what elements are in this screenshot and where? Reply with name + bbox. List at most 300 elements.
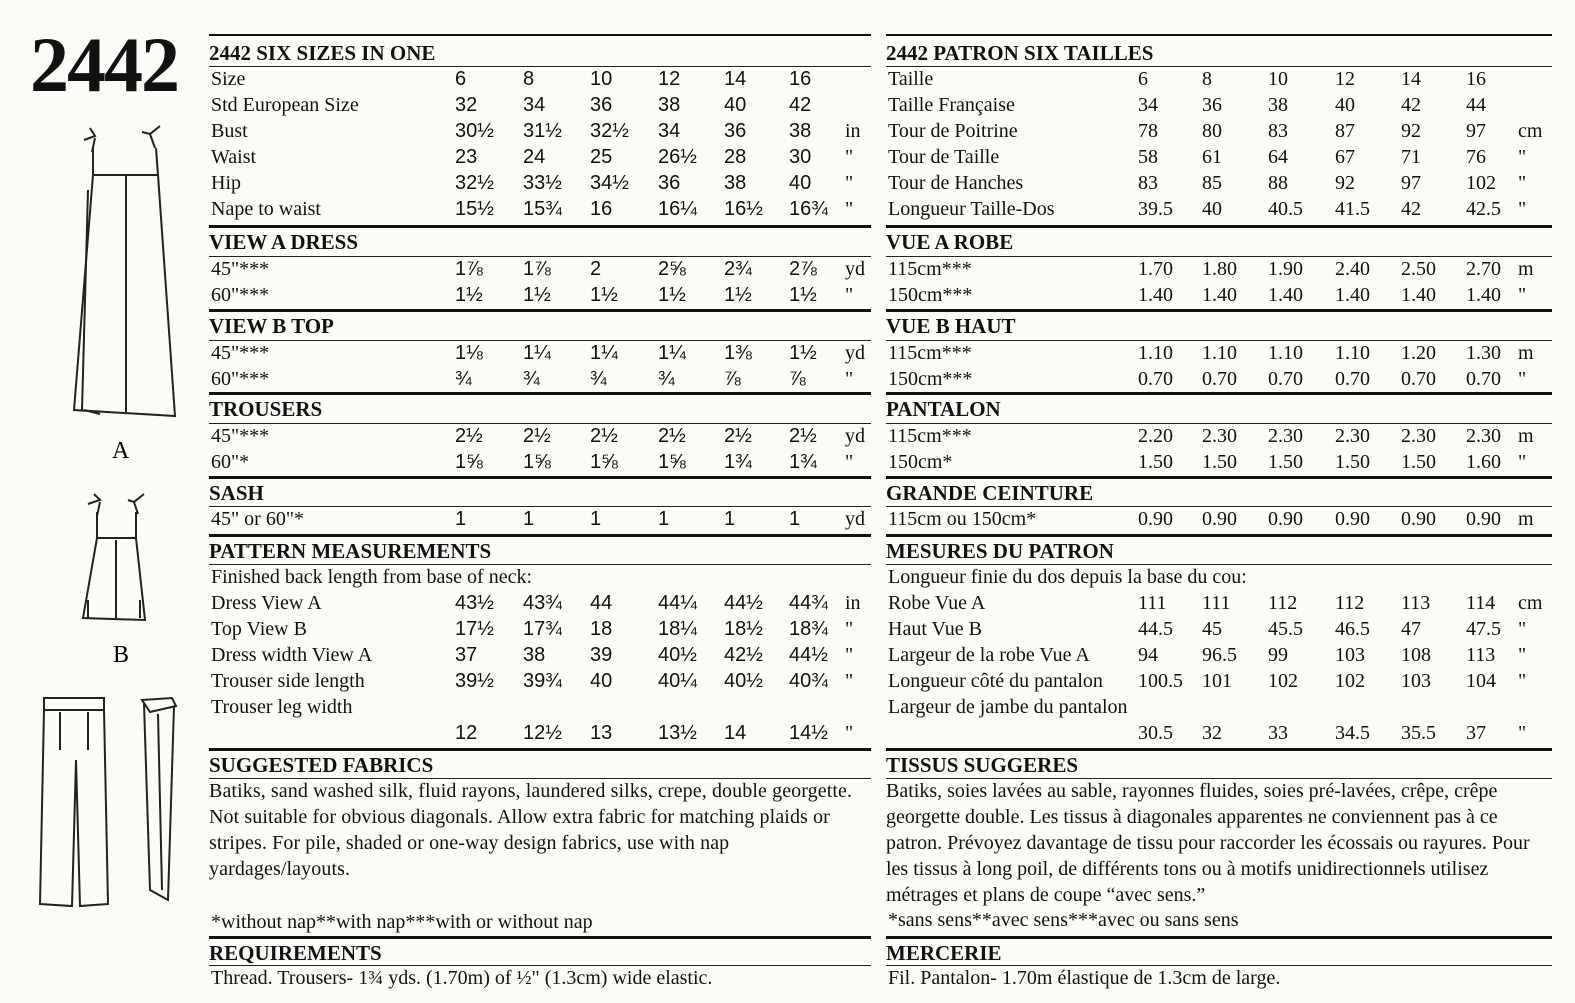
size-value: 2½ bbox=[590, 425, 618, 447]
size-value: 101 bbox=[1202, 670, 1232, 692]
row-label: 60"* bbox=[211, 451, 250, 473]
unit-label: in bbox=[845, 592, 861, 614]
size-value: ⅞ bbox=[724, 368, 741, 390]
row-label: Dress View A bbox=[211, 592, 322, 614]
row-label: 150cm*** bbox=[888, 368, 973, 390]
leg-width-label: Trouser leg width bbox=[211, 696, 353, 718]
unit-label: yd bbox=[845, 342, 865, 364]
size-value: 24 bbox=[523, 146, 546, 168]
size-value: 25 bbox=[590, 146, 613, 168]
size-value: 92 bbox=[1335, 172, 1355, 194]
unit-label: cm bbox=[1518, 120, 1543, 142]
size-row bbox=[209, 118, 871, 144]
size-value: 83 bbox=[1138, 172, 1158, 194]
row-label: Tour de Poitrine bbox=[888, 120, 1018, 142]
size-value: 1⅝ bbox=[523, 451, 551, 473]
size-value: 102 bbox=[1335, 670, 1365, 692]
size-value: 1½ bbox=[523, 284, 551, 306]
size-value: 58 bbox=[1138, 146, 1158, 168]
size-value: 40 bbox=[590, 670, 613, 692]
size-value: 111 bbox=[1138, 592, 1167, 614]
row-label: Std European Size bbox=[211, 94, 359, 116]
row-label: 45"*** bbox=[211, 258, 270, 280]
sash-heading: SASH bbox=[209, 481, 264, 505]
size-row bbox=[886, 92, 1552, 118]
size-row bbox=[886, 196, 1552, 222]
view-a-label: A bbox=[112, 438, 130, 464]
unit-label: " bbox=[1518, 146, 1527, 168]
size-value: 33 bbox=[1268, 722, 1288, 744]
size-value: 76 bbox=[1466, 146, 1486, 168]
size-value: 38 bbox=[1268, 94, 1288, 116]
size-value: 18¾ bbox=[789, 618, 828, 640]
unit-label: " bbox=[845, 284, 854, 306]
measurement-row bbox=[209, 668, 871, 694]
size-value: 2.70 bbox=[1466, 258, 1501, 280]
size-value: 47 bbox=[1401, 618, 1421, 640]
size-value: 1 bbox=[455, 508, 467, 530]
row-label: 45"*** bbox=[211, 425, 270, 447]
size-value: 2.50 bbox=[1401, 258, 1436, 280]
size-value: 112 bbox=[1335, 592, 1365, 614]
size-value: 1.40 bbox=[1466, 284, 1501, 306]
size-value: 34 bbox=[658, 120, 681, 142]
size-value: 1½ bbox=[455, 284, 483, 306]
size-value: 2.30 bbox=[1401, 425, 1436, 447]
size-value: 33½ bbox=[523, 172, 562, 194]
size-value: 102 bbox=[1268, 670, 1298, 692]
row-label: Taille Française bbox=[888, 94, 1015, 116]
size-value: 1.30 bbox=[1466, 342, 1501, 364]
size-value: 1.10 bbox=[1335, 342, 1370, 364]
size-value: 39¾ bbox=[523, 670, 562, 692]
size-value: 40.5 bbox=[1268, 198, 1303, 220]
leg-width-label: Largeur de jambe du pantalon bbox=[888, 696, 1128, 718]
size-row bbox=[209, 170, 871, 196]
size-value: 42 bbox=[789, 94, 812, 116]
size-value: ¾ bbox=[455, 368, 472, 390]
size-value: 12 bbox=[1335, 68, 1355, 90]
fabrics-footnote: *sans sens**avec sens***avec ou sans sens bbox=[888, 909, 1239, 931]
size-value: 40 bbox=[1335, 94, 1355, 116]
unit-label: " bbox=[845, 618, 854, 640]
row-label: Longueur côté du pantalon bbox=[888, 670, 1103, 692]
requirements-heading: REQUIREMENTS bbox=[209, 941, 382, 965]
row-label: Largeur de la robe Vue A bbox=[888, 644, 1090, 666]
size-value: 1¼ bbox=[590, 342, 618, 364]
size-value: 1.40 bbox=[1335, 284, 1370, 306]
view-b-top-sketch bbox=[83, 494, 145, 620]
yardage-row bbox=[209, 340, 871, 366]
size-value: 43¾ bbox=[523, 592, 562, 614]
unit-label: " bbox=[845, 172, 854, 194]
size-value: 64 bbox=[1268, 146, 1288, 168]
row-label: 115cm*** bbox=[888, 258, 972, 280]
size-value: 46.5 bbox=[1335, 618, 1370, 640]
size-value: 1.10 bbox=[1202, 342, 1237, 364]
size-value: 87 bbox=[1335, 120, 1355, 142]
unit-label: cm bbox=[1518, 592, 1543, 614]
unit-label: yd bbox=[845, 508, 865, 530]
size-value: 2½ bbox=[455, 425, 483, 447]
size-value: 18¼ bbox=[658, 618, 697, 640]
view-a-rule bbox=[209, 225, 871, 228]
requirements-heading: MERCERIE bbox=[886, 941, 1002, 965]
size-value: 45 bbox=[1202, 618, 1222, 640]
size-value: 36 bbox=[590, 94, 613, 116]
unit-label: " bbox=[1518, 284, 1527, 306]
size-value: 2½ bbox=[724, 425, 752, 447]
title-rule bbox=[886, 34, 1552, 36]
unit-label: " bbox=[1518, 644, 1527, 666]
size-value: 2.30 bbox=[1335, 425, 1370, 447]
measurement-row bbox=[209, 642, 871, 668]
size-value: 8 bbox=[1202, 68, 1212, 90]
size-value: 0.70 bbox=[1401, 368, 1436, 390]
size-value: 88 bbox=[1268, 172, 1288, 194]
unit-label: " bbox=[1518, 198, 1527, 220]
size-value: 67 bbox=[1335, 146, 1355, 168]
view-a-rule bbox=[886, 225, 1552, 228]
size-value: 17¾ bbox=[523, 618, 562, 640]
requirements-text: Fil. Pantalon- 1.70m élastique de 1.3cm de large. bbox=[888, 967, 1281, 989]
size-value: 0.90 bbox=[1138, 508, 1173, 530]
size-value: 2⅝ bbox=[658, 258, 686, 280]
requirements-rule bbox=[886, 936, 1552, 939]
size-value: 32½ bbox=[455, 172, 494, 194]
yardage-row bbox=[209, 366, 871, 392]
size-value: 38 bbox=[658, 94, 681, 116]
size-value: 12½ bbox=[523, 722, 562, 744]
size-value: 1.50 bbox=[1401, 451, 1436, 473]
row-label: Taille bbox=[888, 68, 934, 90]
row-label: Trouser side length bbox=[211, 670, 365, 692]
size-value: 1.20 bbox=[1401, 342, 1436, 364]
size-value: 44¼ bbox=[658, 592, 697, 614]
size-value: 40 bbox=[1202, 198, 1222, 220]
fabrics-text: Batiks, soies lavées au sable, rayonnes fluides, soies pré-lavées, crêpe, crêpe georgette double. Les tissus à diagonales apparentes ne conviennent pas à ce patron. Prévoyez davantage de tissu pour raccorder les écossais ou rayures. Pour les tissus à long poil, de différents tons ou à motifs unidirectionnels utilisez métrages et plans de coupe “avec sens.” bbox=[886, 780, 1530, 906]
size-value: 1 bbox=[724, 508, 736, 530]
size-value: 17½ bbox=[455, 618, 494, 640]
size-value: 39 bbox=[590, 644, 613, 666]
size-value: 1¼ bbox=[523, 342, 551, 364]
row-label: 60"*** bbox=[211, 284, 270, 306]
size-value: 42 bbox=[1401, 94, 1421, 116]
unit-label: " bbox=[845, 146, 854, 168]
size-value: 16 bbox=[590, 198, 613, 220]
size-value: 2.40 bbox=[1335, 258, 1370, 280]
row-label: Size bbox=[211, 68, 246, 90]
view-b-rule bbox=[886, 309, 1552, 312]
size-value: 44½ bbox=[789, 644, 828, 666]
unit-label: m bbox=[1518, 342, 1534, 364]
view-a-heading: VIEW A DRESS bbox=[209, 230, 359, 254]
fabrics-footnote: *without nap**with nap***with or without nap bbox=[211, 911, 593, 933]
size-value: 1.90 bbox=[1268, 258, 1303, 280]
yardage-row bbox=[209, 282, 871, 308]
size-value: 40 bbox=[724, 94, 747, 116]
size-value: 44.5 bbox=[1138, 618, 1173, 640]
trousers-heading: TROUSERS bbox=[209, 397, 323, 421]
measurement-row bbox=[886, 590, 1552, 616]
measurement-row bbox=[209, 590, 871, 616]
unit-label: " bbox=[845, 722, 854, 744]
size-value: 0.70 bbox=[1202, 368, 1237, 390]
yardage-row bbox=[209, 449, 871, 475]
title-rule bbox=[209, 34, 871, 36]
row-label: 115cm*** bbox=[888, 342, 972, 364]
sash-sketch bbox=[142, 698, 176, 900]
size-value: 100.5 bbox=[1138, 670, 1183, 692]
size-value: 42½ bbox=[724, 644, 763, 666]
unit-label: " bbox=[1518, 451, 1527, 473]
size-value: 30½ bbox=[455, 120, 494, 142]
sash-rule bbox=[209, 476, 871, 479]
view-b-heading: VIEW B TOP bbox=[209, 314, 334, 338]
leg-width-row bbox=[886, 720, 1552, 746]
size-value: 39½ bbox=[455, 670, 494, 692]
size-value: 1⅝ bbox=[455, 451, 483, 473]
measurements-rule bbox=[886, 534, 1552, 537]
size-value: 44¾ bbox=[789, 592, 828, 614]
size-value: 14 bbox=[724, 68, 747, 90]
unit-label: " bbox=[1518, 172, 1527, 194]
size-value: 1 bbox=[590, 508, 602, 530]
size-value: 40¾ bbox=[789, 670, 828, 692]
size-value: 1.40 bbox=[1268, 284, 1303, 306]
size-value: 1⅛ bbox=[455, 342, 483, 364]
size-value: 14 bbox=[1401, 68, 1421, 90]
unit-label: m bbox=[1518, 258, 1534, 280]
trousers-rule bbox=[886, 392, 1552, 395]
size-value: 102 bbox=[1466, 172, 1496, 194]
size-value: 34½ bbox=[590, 172, 629, 194]
size-value: 2½ bbox=[523, 425, 551, 447]
size-value: 2½ bbox=[658, 425, 686, 447]
size-value: 1.60 bbox=[1466, 451, 1501, 473]
yardage-row bbox=[886, 340, 1552, 366]
size-value: 40¼ bbox=[658, 670, 697, 692]
size-value: 99 bbox=[1268, 644, 1288, 666]
size-value: 12 bbox=[455, 722, 478, 744]
unit-label: " bbox=[845, 644, 854, 666]
unit-label: " bbox=[1518, 618, 1527, 640]
size-value: 40½ bbox=[658, 644, 697, 666]
unit-label: " bbox=[845, 451, 854, 473]
size-row bbox=[209, 66, 871, 92]
size-value: 15¾ bbox=[523, 198, 562, 220]
trousers-rule bbox=[209, 392, 871, 395]
sash-heading: GRANDE CEINTURE bbox=[886, 481, 1094, 505]
size-value: 16 bbox=[789, 68, 812, 90]
size-value: 1⅝ bbox=[590, 451, 618, 473]
measurements-heading: PATTERN MEASUREMENTS bbox=[209, 539, 492, 563]
size-value: 13 bbox=[590, 722, 613, 744]
size-value: 0.70 bbox=[1138, 368, 1173, 390]
size-value: 1¾ bbox=[789, 451, 817, 473]
size-value: 12 bbox=[658, 68, 681, 90]
size-value: 96.5 bbox=[1202, 644, 1237, 666]
unit-label: " bbox=[1518, 670, 1527, 692]
size-value: 13½ bbox=[658, 722, 697, 744]
size-value: 1½ bbox=[724, 284, 752, 306]
row-label: Nape to waist bbox=[211, 198, 321, 220]
size-row bbox=[209, 92, 871, 118]
yardage-row bbox=[886, 282, 1552, 308]
size-value: 71 bbox=[1401, 146, 1421, 168]
size-value: 0.90 bbox=[1401, 508, 1436, 530]
size-value: 32½ bbox=[590, 120, 629, 142]
size-value: 2 bbox=[590, 258, 602, 280]
size-value: 23 bbox=[455, 146, 478, 168]
size-value: 36 bbox=[724, 120, 747, 142]
size-value: 97 bbox=[1401, 172, 1421, 194]
size-value: 36 bbox=[658, 172, 681, 194]
size-value: 38 bbox=[523, 644, 546, 666]
row-label: Robe Vue A bbox=[888, 592, 986, 614]
size-value: 2.30 bbox=[1202, 425, 1237, 447]
yardage-row bbox=[886, 449, 1552, 475]
size-value: 0.70 bbox=[1466, 368, 1501, 390]
size-value: 10 bbox=[1268, 68, 1288, 90]
row-label: 60"*** bbox=[211, 368, 270, 390]
size-value: 1 bbox=[658, 508, 670, 530]
sash-rule bbox=[886, 476, 1552, 479]
size-value: 35.5 bbox=[1401, 722, 1436, 744]
unit-label: in bbox=[845, 120, 861, 142]
size-value: 8 bbox=[523, 68, 535, 90]
size-value: 39.5 bbox=[1138, 198, 1173, 220]
row-label: 45" or 60"* bbox=[211, 508, 304, 530]
size-value: 1½ bbox=[658, 284, 686, 306]
yardage-row bbox=[886, 506, 1552, 532]
row-label: 115cm*** bbox=[888, 425, 972, 447]
size-value: 1⅞ bbox=[523, 258, 551, 280]
size-value: 31½ bbox=[523, 120, 562, 142]
size-value: 1⅞ bbox=[455, 258, 483, 280]
size-value: 1.40 bbox=[1138, 284, 1173, 306]
size-value: 37 bbox=[455, 644, 478, 666]
section-title: 2442 PATRON SIX TAILLES bbox=[886, 41, 1154, 65]
size-value: 15½ bbox=[455, 198, 494, 220]
row-label: Top View B bbox=[211, 618, 307, 640]
unit-label: " bbox=[845, 368, 854, 390]
size-value: 44½ bbox=[724, 592, 763, 614]
size-value: 44 bbox=[1466, 94, 1486, 116]
pattern-number: 2442 bbox=[30, 21, 178, 108]
size-row bbox=[886, 170, 1552, 196]
size-value: 2.20 bbox=[1138, 425, 1173, 447]
size-value: 10 bbox=[590, 68, 613, 90]
size-value: 2½ bbox=[789, 425, 817, 447]
size-value: 41.5 bbox=[1335, 198, 1370, 220]
size-value: 32 bbox=[455, 94, 478, 116]
size-value: ⅞ bbox=[789, 368, 806, 390]
size-value: 26½ bbox=[658, 146, 697, 168]
measurements-heading: MESURES DU PATRON bbox=[886, 539, 1114, 563]
row-label: 150cm*** bbox=[888, 284, 973, 306]
size-value: 1.10 bbox=[1268, 342, 1303, 364]
size-value: 42 bbox=[1401, 198, 1421, 220]
yardage-row bbox=[209, 506, 871, 532]
row-label: 115cm ou 150cm* bbox=[888, 508, 1037, 530]
view-a-dress-sketch bbox=[74, 126, 175, 416]
size-value: 0.70 bbox=[1268, 368, 1303, 390]
size-value: 2.30 bbox=[1268, 425, 1303, 447]
size-value: 114 bbox=[1466, 592, 1496, 614]
size-value: ¾ bbox=[590, 368, 607, 390]
size-value: 1.50 bbox=[1138, 451, 1173, 473]
trousers-heading: PANTALON bbox=[886, 397, 1001, 421]
size-value: 44 bbox=[590, 592, 613, 614]
size-value: 0.70 bbox=[1335, 368, 1370, 390]
size-value: 1¾ bbox=[724, 451, 752, 473]
size-value: 111 bbox=[1202, 592, 1231, 614]
measurement-row bbox=[209, 616, 871, 642]
row-label: Longueur Taille-Dos bbox=[888, 198, 1055, 220]
size-value: 104 bbox=[1466, 670, 1496, 692]
size-value: 1.50 bbox=[1202, 451, 1237, 473]
size-value: 40 bbox=[789, 172, 812, 194]
size-value: 6 bbox=[455, 68, 467, 90]
size-value: 16¼ bbox=[658, 198, 697, 220]
yardage-row bbox=[886, 423, 1552, 449]
size-value: ¾ bbox=[658, 368, 675, 390]
size-value: 112 bbox=[1268, 592, 1298, 614]
row-label: 150cm* bbox=[888, 451, 953, 473]
size-value: 16¾ bbox=[789, 198, 828, 220]
size-row bbox=[209, 144, 871, 170]
size-row bbox=[886, 66, 1552, 92]
row-label: Tour de Taille bbox=[888, 146, 1000, 168]
trousers-sketch bbox=[40, 698, 108, 906]
size-value: 83 bbox=[1268, 120, 1288, 142]
size-value: 6 bbox=[1138, 68, 1148, 90]
size-value: 1⅜ bbox=[724, 342, 752, 364]
view-b-rule bbox=[209, 309, 871, 312]
size-value: 32 bbox=[1202, 722, 1222, 744]
size-value: 14 bbox=[724, 722, 747, 744]
size-value: 103 bbox=[1335, 644, 1365, 666]
size-value: 85 bbox=[1202, 172, 1222, 194]
size-value: 0.90 bbox=[1335, 508, 1370, 530]
measurement-row bbox=[886, 642, 1552, 668]
size-value: 2¾ bbox=[724, 258, 752, 280]
yardage-row bbox=[209, 423, 871, 449]
yardage-row bbox=[886, 366, 1552, 392]
size-row bbox=[886, 118, 1552, 144]
size-value: 94 bbox=[1138, 644, 1158, 666]
size-value: 28 bbox=[724, 146, 747, 168]
unit-label: " bbox=[845, 670, 854, 692]
size-value: 97 bbox=[1466, 120, 1486, 142]
row-label: Bust bbox=[211, 120, 248, 142]
size-value: 14½ bbox=[789, 722, 828, 744]
size-value: 34.5 bbox=[1335, 722, 1370, 744]
size-value: 61 bbox=[1202, 146, 1222, 168]
size-value: 38 bbox=[789, 120, 812, 142]
fabrics-rule bbox=[209, 748, 871, 751]
unit-label: " bbox=[845, 198, 854, 220]
leg-width-row bbox=[209, 720, 871, 746]
yardage-row bbox=[209, 256, 871, 282]
requirements-rule bbox=[209, 936, 871, 939]
unit-label: m bbox=[1518, 508, 1534, 530]
fabrics-rule bbox=[886, 748, 1552, 751]
size-value: 37 bbox=[1466, 722, 1486, 744]
measurements-rule bbox=[209, 534, 871, 537]
size-value: 43½ bbox=[455, 592, 494, 614]
